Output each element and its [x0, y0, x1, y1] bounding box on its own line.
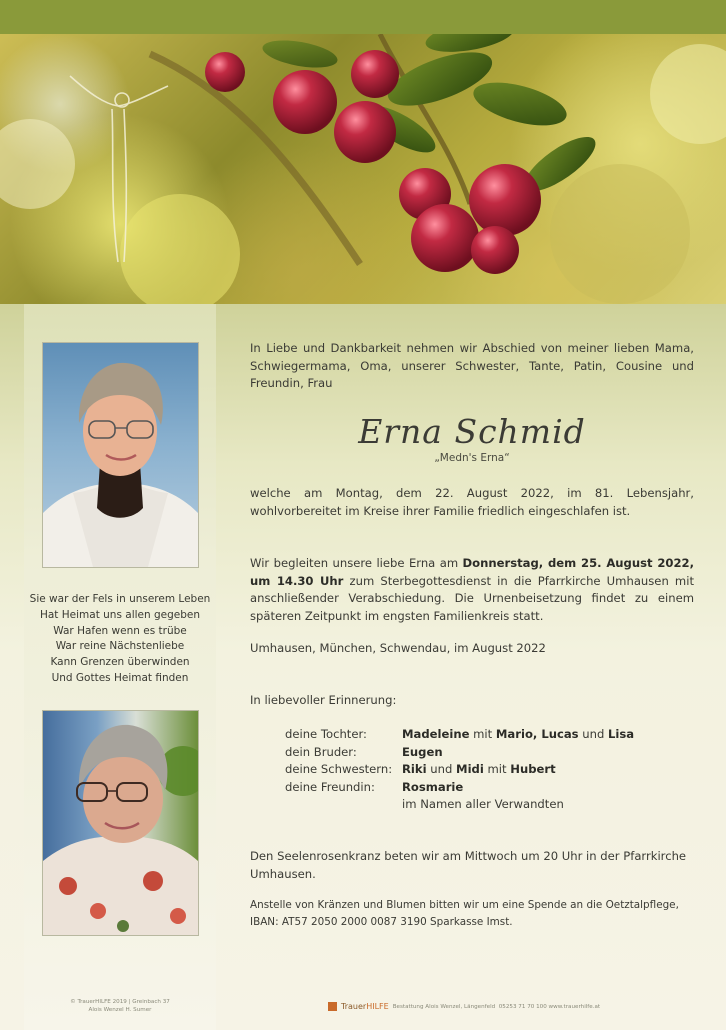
poem-line: Sie war der Fels in unserem Leben	[29, 593, 211, 605]
mourner-relation: dein Bruder:	[285, 744, 357, 759]
poem-line: Hat Heimat uns allen gegeben	[39, 608, 201, 621]
mourner-relation: deine Schwestern:	[285, 762, 393, 776]
mourner-names	[402, 726, 634, 744]
mourner-joiner: mit	[469, 727, 496, 741]
mourner-name: Hubert	[510, 762, 556, 776]
mourner-name: Mario, Lucas	[495, 727, 579, 741]
mourner-relation: deine Tochter:	[285, 727, 367, 741]
mourner-joiner: und	[578, 727, 609, 741]
poem-line: Und Gottes Heimat finden	[51, 671, 189, 684]
mourner-joiner: und	[426, 762, 457, 776]
intro-text: In Liebe und Dankbarkeit nehmen wir Abschied von meiner lieben Mama, Schwiegermama, Oma, unserer Schwester, Tante, Patin, Cousine und Freundin, Frau	[250, 341, 694, 390]
publisher-logo-text	[341, 1002, 389, 1011]
place-date: Umhausen, München, Schwendau, im August 2022	[250, 641, 546, 655]
memory-label: In liebevoller Erinnerung:	[250, 693, 397, 707]
rosary-notice: Den Seelenrosenkranz beten wir am Mittwoch um 20 Uhr in der Pfarrkirche Umhausen.	[250, 849, 687, 881]
service-text: Wir begleiten unsere liebe Erna am	[250, 556, 463, 570]
mourner-joiner: mit	[483, 762, 511, 776]
service-time: um 14.30 Uhr	[250, 573, 344, 588]
deceased-name: Erna Schmid	[358, 412, 586, 451]
logo-part: HILFE	[366, 1002, 389, 1011]
service-notice	[250, 555, 694, 625]
header-band	[0, 0, 726, 34]
deceased-nickname: „Medn's Erna“	[434, 452, 510, 464]
donation-notice: Anstelle von Kränzen und Blumen bitten wir um eine Spende an die Oetztalpflege, IBAN: AT57 2050 2000 0087 3190 Sparkasse Imst.	[250, 899, 679, 928]
service-text: zum Sterbegottesdienst in die Pfarrkirche Umhausen mit anschließender Verabschiedung. Die Urnenbeisetzung findet zu einem späteren Zeitpunkt im engsten Familienkreis statt.	[250, 573, 694, 623]
poem	[26, 592, 214, 687]
service-date: Donnerstag, dem 25. August 2022,	[462, 556, 694, 570]
mourner-names	[402, 779, 463, 797]
mourner-relatives: im Namen aller Verwandten	[402, 797, 564, 811]
mourner-names	[402, 761, 556, 779]
footer-publisher	[328, 1002, 688, 1011]
poem-line: War Hafen wenn es trübe	[53, 624, 187, 637]
footer-credit-line: Alois Wenzel H. Sumer	[88, 1007, 152, 1013]
publisher-details: Bestattung Alois Wenzel, Längenfeld 05253 71 70 100 www.trauerhilfe.at	[392, 1003, 601, 1010]
mourner-name: Rosmarie	[402, 779, 464, 794]
logo-part: Trauer	[341, 1002, 367, 1011]
mourner-name: Riki	[402, 762, 427, 776]
death-notice: welche am Montag, dem 22. August 2022, im 81. Lebensjahr, wohlvorbereitet im Kreise ihrer Familie friedlich eingeschlafen ist.	[250, 486, 694, 518]
mourner-name: Eugen	[402, 744, 443, 759]
poem-line: Kann Grenzen überwinden	[50, 656, 190, 669]
mourner-names	[402, 744, 443, 762]
berry-branch-illustration	[0, 34, 726, 304]
mourner-name: Lisa	[608, 727, 635, 741]
mourner-name: Madeleine	[402, 727, 470, 741]
portrait-photo-1	[42, 342, 199, 568]
portrait-photo-2	[42, 710, 199, 936]
publisher-logo-icon	[328, 1002, 337, 1011]
poem-line: War reine Nächstenliebe	[55, 640, 185, 653]
footer-credit	[24, 998, 216, 1014]
footer-credit-line: © TrauerHILFE 2019 | Greinbach 37	[70, 999, 170, 1005]
mourner-name: Midi	[456, 762, 484, 776]
mourner-relation: deine Freundin:	[285, 779, 375, 794]
hero-image	[0, 34, 726, 304]
